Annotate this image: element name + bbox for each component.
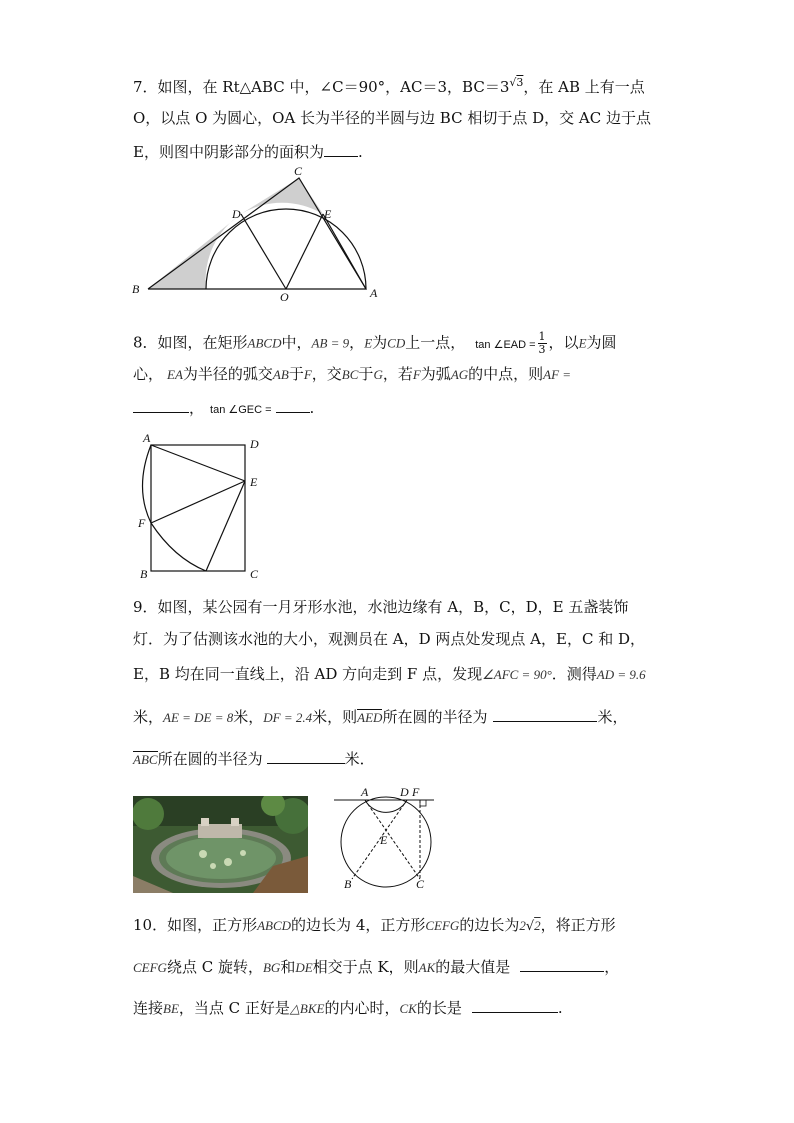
segment-oe [286,214,323,289]
fraction: $\frac{1}{3}$ [538,330,546,356]
answer-blank[interactable] [472,998,558,1013]
segment-do [241,214,286,289]
label-f: F [138,516,146,530]
q9-figure [332,784,442,894]
label-e: E [324,207,332,221]
segment-fe [151,481,245,523]
q9-line-4: 米，AE = DE = 8米，DF = 2.4米，则AED所在圆的半径为 米， [133,708,628,726]
label-a: A [370,286,378,300]
label-d: D [232,207,241,221]
answer-blank[interactable] [520,957,604,972]
answer-blank[interactable] [267,749,345,764]
q7-text: 7．如图，在 Rt△ABC 中，∠C＝90°，AC＝3，BC＝3 [133,78,510,96]
label-f: F [412,785,420,799]
right-angle-mark [420,800,426,806]
shaded-region-left [148,214,241,289]
label-d: D [400,785,409,799]
label-c: C [416,877,425,891]
answer-blank[interactable] [133,398,189,413]
sqrt-symbol: √3 [509,76,524,89]
q9-line-5: ABC所在圆的半径为 米． [133,750,375,768]
label-a: A [361,785,369,799]
q9-line-2: 灯．为了估测该水池的大小，观测员在 A，D 两点处发现点 A，E，C 和 D， [133,630,645,648]
segment-ge [206,481,245,571]
q8-line-3: ， tan ∠GEC = . [133,398,314,420]
q8-line-2: 心， EA为半径的弧交AB于F，交BC于G，若F为弧AG的中点，则AF = [133,365,572,383]
q9-line-1: 9．如图，某公园有一月牙形水池，水池边缘有 A，B，C，D，E 五盏装饰 [133,598,629,616]
q10-line-2: CEFG绕点 C 旋转，BG和DE相交于点 K，则AK的最大值是 ， [133,958,620,976]
q8-line-1: 8．如图，在矩形ABCD中，AB = 9，E为CD上一点， tan ∠EAD = $\frac{1}{3}$ ，以E为圆 [133,330,617,356]
label-e: E [250,475,258,489]
arc-ag [143,445,207,571]
answer-blank[interactable] [276,398,310,413]
arc-abc-notation: ABC [133,752,158,767]
label-c: C [250,567,259,581]
q7-figure [128,163,388,303]
label-b: B [132,282,140,296]
label-d: D [250,437,259,451]
label-c: C [294,164,303,178]
segment-ea [323,214,366,289]
label-b: B [140,567,148,581]
q7-line-1: 7．如图，在 Rt△ABC 中，∠C＝90°，AC＝3，$BC=3^{√3}$，在 AB 上有一点 [133,76,645,96]
answer-blank[interactable] [493,707,597,722]
label-a: A [143,431,151,445]
small-arc-aed [365,800,407,812]
label-o: O [280,290,289,303]
q9-line-3: E，B 均在同一直线上，沿 AD 方向走到 F 点，发现∠AFC = 90°．测得AD = 9.6 [133,665,646,683]
sqrt-symbol: √2 [525,918,541,934]
label-e: E [380,833,388,847]
park-pond-photo [133,796,308,893]
q7-line-2: O，以点 O 为圆心，OA 长为半径的半圆与边 BC 相切于点 D，交 AC 边于点 [133,109,651,127]
q7-line-3: E，则图中阴影部分的面积为 . [133,143,363,161]
rectangle-abcd [151,445,245,571]
arc-aed-notation: AED [357,710,383,725]
segment-ae [151,445,245,481]
q10-line-1: 10．如图，正方形ABCD的边长为 4，正方形CEFG的边长为2√2，将正方形 [133,916,616,934]
q8-figure [134,428,274,584]
answer-blank[interactable] [324,142,358,157]
q10-line-3: 连接BE，当点 C 正好是△BKE的内心时，CK的长是 . [133,999,563,1017]
label-b: B [344,877,352,891]
